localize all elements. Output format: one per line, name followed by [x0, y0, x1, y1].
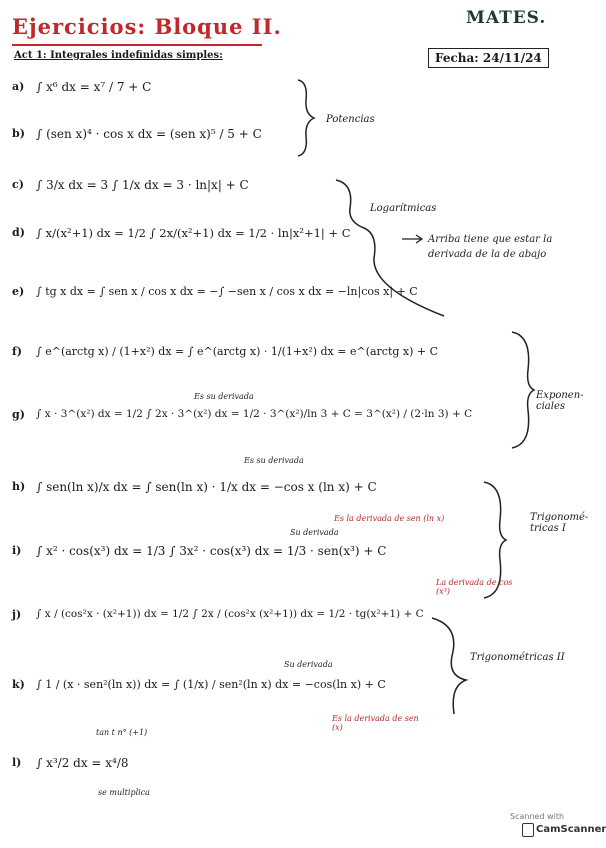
note-derivada-cos: La derivada de cos (x³)	[436, 578, 513, 596]
exercise-label: d)	[12, 226, 25, 239]
exercise-a: ∫ x⁶ dx = x⁷ / 7 + C	[36, 80, 152, 94]
page-title: Ejercicios: Bloque II.	[12, 14, 282, 39]
brace-trig-2	[430, 616, 490, 716]
title-underline	[12, 44, 262, 46]
exercise-c: ∫ 3/x dx = 3 ∫ 1/x dx = 3 · ln|x| + C	[36, 178, 249, 192]
exercise-l: ∫ x³/2 dx = x⁴/8	[36, 756, 129, 770]
exercise-b: ∫ (sen x)⁴ · cos x dx = (sen x)⁵ / 5 + C	[36, 127, 262, 141]
exercise-label: h)	[12, 480, 26, 493]
exercise-label: k)	[12, 678, 25, 691]
subject-label: MATES.	[466, 8, 547, 28]
note-su-derivada: Su derivada	[284, 660, 333, 669]
camscanner-brand: CamScanner	[536, 824, 606, 835]
exercise-label: j)	[12, 608, 22, 621]
note-arriba: Arriba tiene que estar la derivada de la de abajo	[428, 234, 553, 260]
exercise-label: g)	[12, 408, 25, 421]
exercise-k: ∫ 1 / (x · sen²(ln x)) dx = ∫ (1/x) / sen²(ln x) dx = −cos(ln x) + C	[36, 678, 386, 691]
camscanner-logo-icon	[522, 823, 534, 837]
note-l-top: tan t n° (+1)	[96, 728, 148, 737]
exercise-f: ∫ e^(arctg x) / (1+x²) dx = ∫ e^(arctg x) · 1/(1+x²) dx = e^(arctg x) + C	[36, 345, 439, 358]
exercise-label: f)	[12, 345, 22, 358]
note-es-su-derivada: Es su derivada	[244, 456, 304, 465]
exercise-d: ∫ x/(x²+1) dx = 1/2 ∫ 2x/(x²+1) dx = 1/2 · ln|x²+1| + C	[36, 226, 351, 240]
exercise-i: ∫ x² · cos(x³) dx = 1/3 ∫ 3x² · cos(x³) dx = 1/3 · sen(x³) + C	[36, 544, 387, 558]
exercise-h: ∫ sen(ln x)/x dx = ∫ sen(ln x) · 1/x dx = −cos x (ln x) + C	[36, 480, 377, 494]
group-exponenciales: Exponen-ciales	[536, 390, 584, 412]
group-trig-2: Trigonométricas II	[470, 652, 565, 663]
brace-exponenciales	[510, 330, 536, 450]
exercise-label: l)	[12, 756, 22, 769]
note-es-su-derivada: Es su derivada	[194, 392, 254, 401]
group-logaritmicas: Logarítmicas	[370, 203, 437, 214]
exercise-j: ∫ x / (cos²x · (x²+1)) dx = 1/2 ∫ 2x / (cos²x (x²+1)) dx = 1/2 · tg(x²+1) + C	[36, 608, 424, 620]
exercise-label: a)	[12, 80, 25, 93]
arrow-icon	[400, 234, 426, 244]
exercise-label: c)	[12, 178, 24, 191]
note-es-la-derivada: Es la derivada de sen (x)	[332, 714, 419, 732]
exercise-label: b)	[12, 127, 25, 140]
group-trig-1: Trigonomé-tricas I	[530, 512, 589, 534]
note-es-la-derivada: Es la derivada de sen (ln x)	[334, 514, 445, 523]
brace-potencias	[296, 78, 316, 158]
group-potencias: Potencias	[326, 114, 375, 125]
date-box: Fecha: 24/11/24	[428, 48, 549, 68]
exercise-g: ∫ x · 3^(x²) dx = 1/2 ∫ 2x · 3^(x²) dx = 1/2 · 3^(x²)/ln 3 + C = 3^(x²) / (2·ln 3) + C	[36, 408, 473, 420]
exercise-label: e)	[12, 285, 25, 298]
exercise-e: ∫ tg x dx = ∫ sen x / cos x dx = −∫ −sen x / cos x dx = −ln|cos x| + C	[36, 285, 418, 298]
activity-heading: Act 1: Integrales indefinidas simples:	[14, 50, 223, 61]
exercise-label: i)	[12, 544, 22, 557]
note-l-bottom: se multiplica	[98, 788, 150, 797]
note-su-derivada: Su derivada	[290, 528, 339, 537]
scanned-with-label: Scanned with	[510, 812, 565, 821]
